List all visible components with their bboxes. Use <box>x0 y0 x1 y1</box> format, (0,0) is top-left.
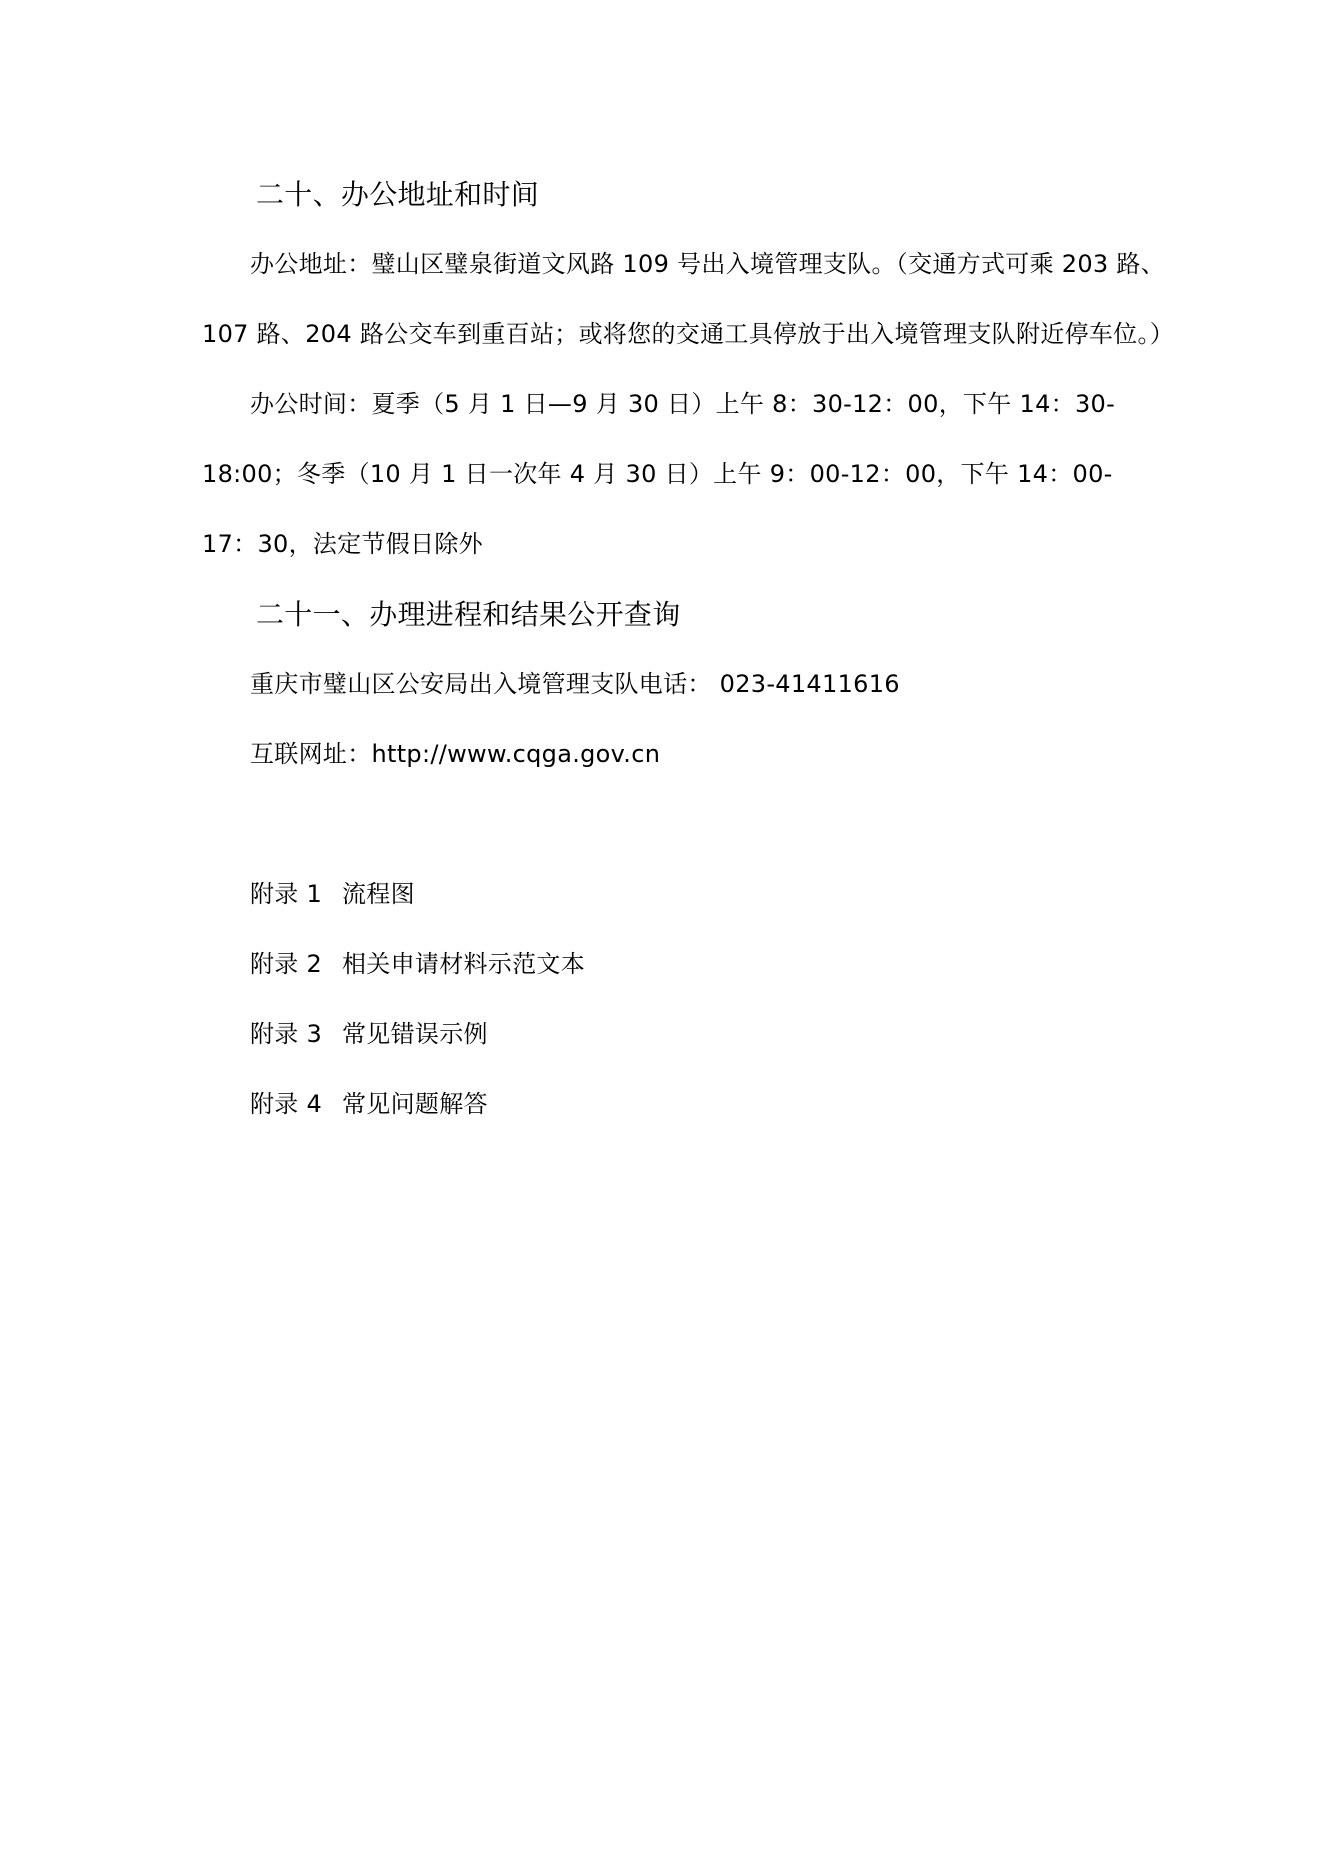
appendix-label: 附录 3 <box>250 1020 323 1048</box>
section-21-heading: 二十一、办理进程和结果公开查询 <box>256 598 681 631</box>
appendix-item <box>250 949 585 979</box>
appendix-title: 常见错误示例 <box>342 1020 488 1048</box>
appendix-title: 常见问题解答 <box>342 1090 488 1118</box>
appendix-title: 相关申请材料示范文本 <box>342 950 585 978</box>
section-20-heading: 二十、办公地址和时间 <box>256 178 540 211</box>
office-hours-line-3: 17：30，法定节假日除外 <box>202 530 483 558</box>
website-line: 互联网址：http://www.cqga.gov.cn <box>250 740 661 768</box>
appendix-label: 附录 4 <box>250 1090 323 1118</box>
appendix-label: 附录 2 <box>250 950 323 978</box>
contact-phone-line: 重庆市璧山区公安局出入境管理支队电话： 023-41411616 <box>250 670 900 698</box>
office-address-line-1: 办公地址：璧山区璧泉街道文风路 109 号出入境管理支队。（交通方式可乘 203 路、 <box>250 250 1166 278</box>
appendix-item <box>250 1019 488 1049</box>
appendix-title: 流程图 <box>342 880 415 908</box>
appendix-label: 附录 1 <box>250 880 323 908</box>
office-hours-line-1: 办公时间：夏季（5 月 1 日—9 月 30 日）上午 8：30-12：00，下午 14：30- <box>250 390 1116 418</box>
appendix-item <box>250 1089 488 1119</box>
office-address-line-2: 107 路、204 路公交车到重百站；或将您的交通工具停放于出入境管理支队附近停车位。） <box>202 320 1175 348</box>
appendix-item <box>250 879 415 909</box>
office-hours-line-2: 18:00；冬季（10 月 1 日一次年 4 月 30 日）上午 9：00-12：00，下午 14：00- <box>202 460 1113 488</box>
